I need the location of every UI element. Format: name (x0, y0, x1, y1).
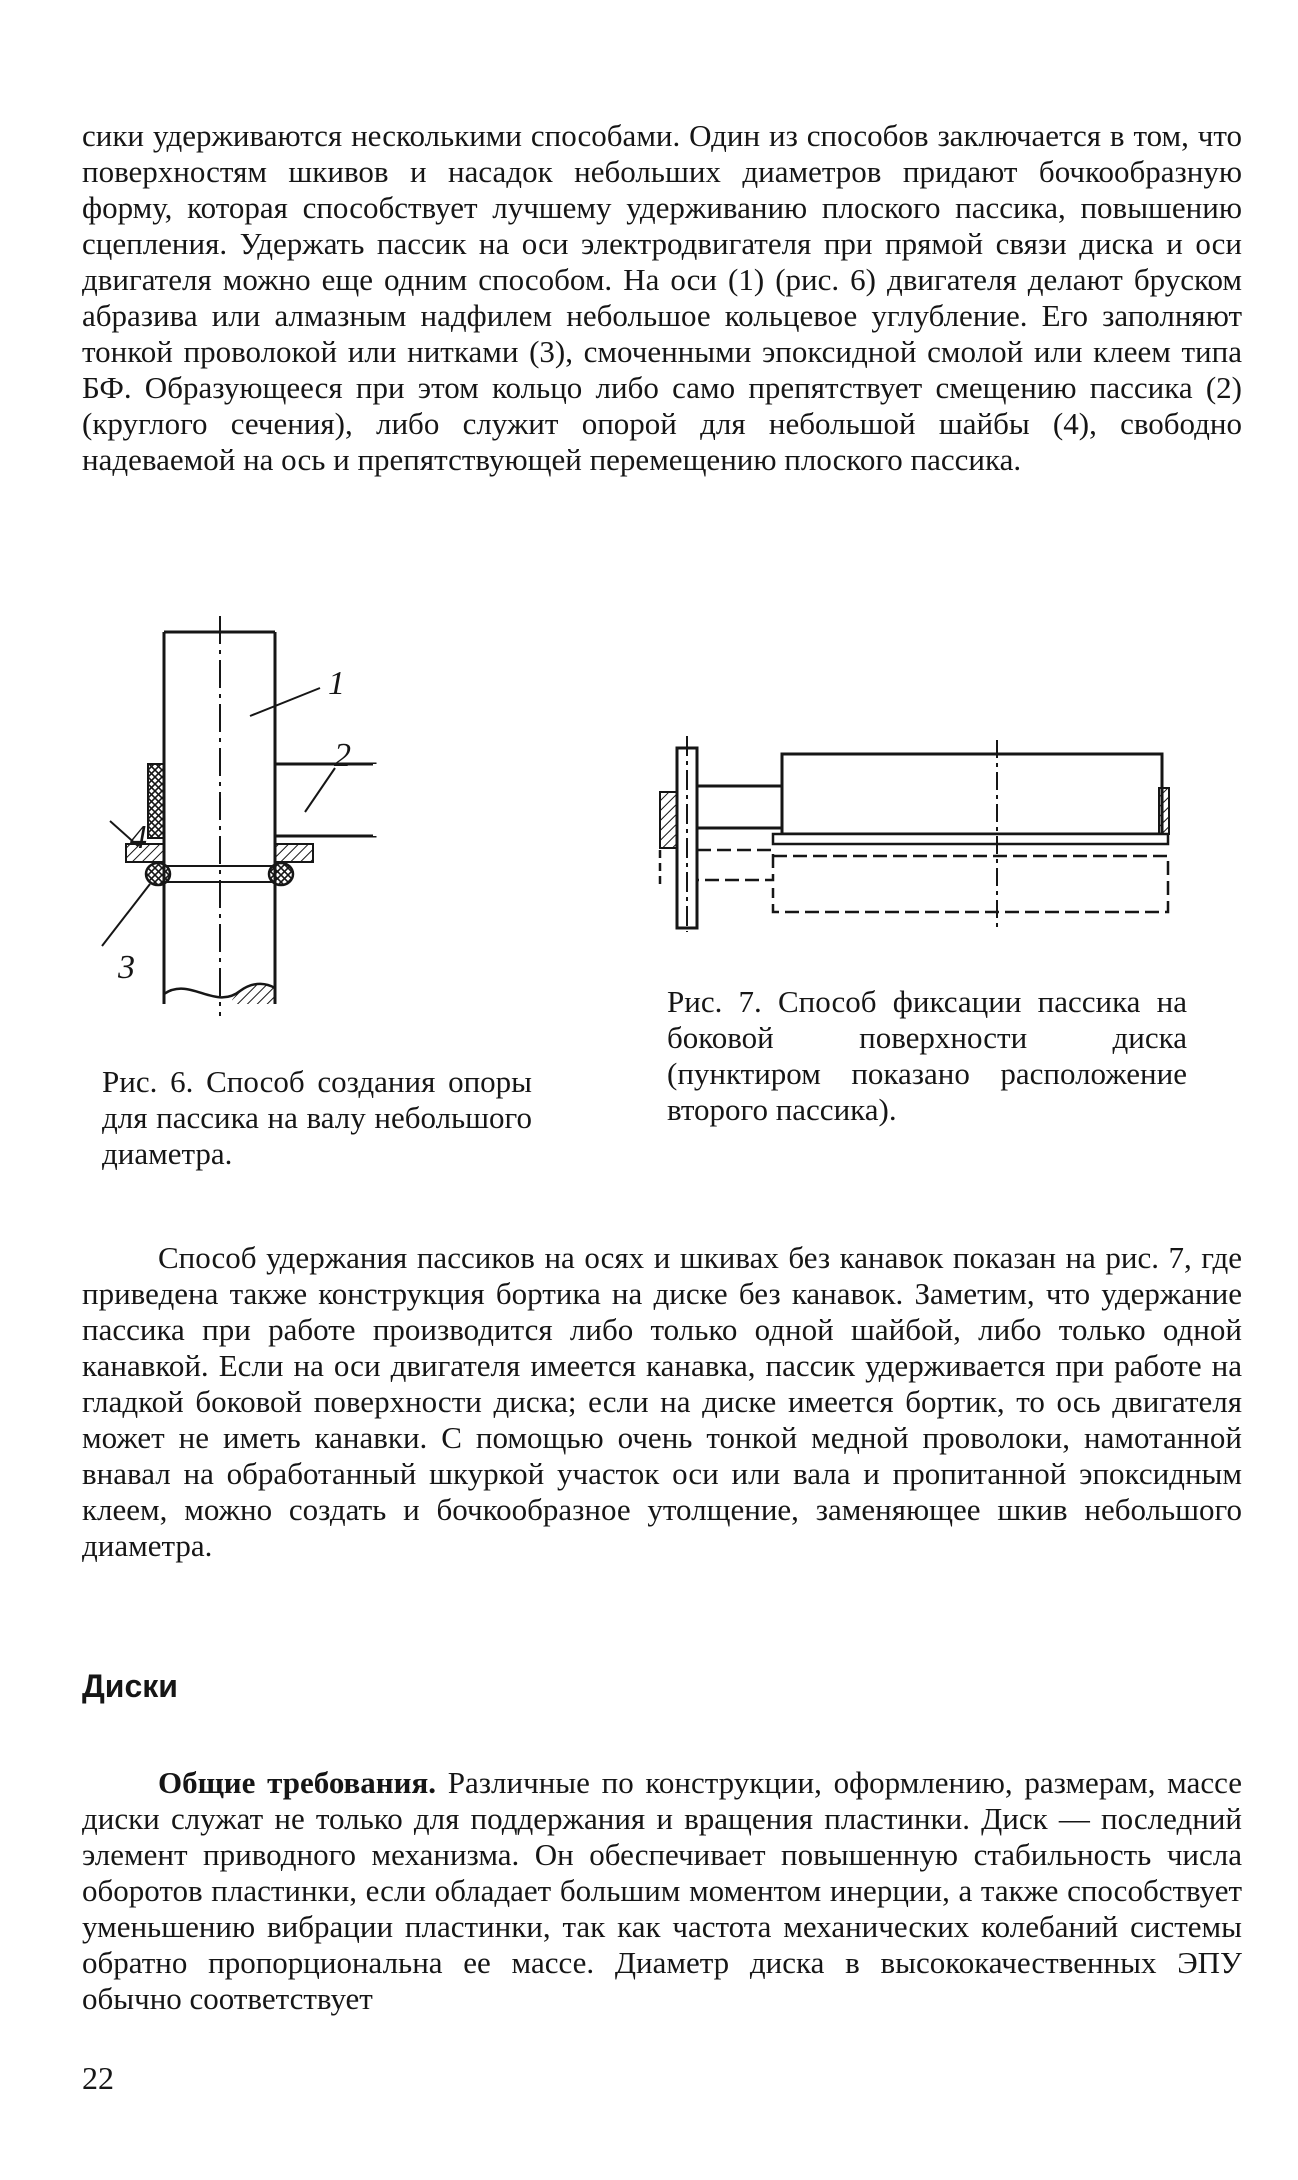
leader-1 (250, 688, 320, 716)
figure-6-svg (120, 616, 540, 1016)
paragraph-bottom-text: Различные по конструкции, оформлению, размерам, массе диски служат не только для поддержания и вращения пластинки. Диск — последний элемент приводного механизма. Он обеспечивает повышенную стабильность числа оборотов пластинки, если обладает большим моментом инерции, а также способствует уменьшению вибрации пластинки, так как частота механических колебаний системы обратно пропорциональна ее массе. Диаметр диска в высококачественных ЭПУ обычно соответствует (82, 1765, 1242, 2016)
figure-6-caption: Рис. 6. Способ создания опоры для пассика на валу небольшого диаметра. (102, 1064, 532, 1171)
belt-2-dashed (697, 850, 773, 880)
paragraph-bottom-lead: Общие требования. (158, 1765, 437, 1800)
belt-2 (275, 764, 375, 836)
label-1: 1 (328, 665, 345, 702)
paragraph-bottom (82, 1765, 1242, 2017)
disc-body (782, 754, 1162, 834)
figure-6-diagram (120, 616, 540, 1016)
section-heading: Диски (82, 1668, 178, 1704)
label-3: 3 (118, 949, 135, 986)
figure-6-left-labels (60, 800, 147, 1040)
label-2: 2 (334, 737, 351, 774)
figure-7-diagram (655, 736, 1205, 932)
page-number: 22 (82, 2060, 114, 2096)
disc-flange-right (1159, 788, 1169, 834)
figure-7-svg (655, 736, 1205, 932)
paragraph-top: сики удерживаются несколькими способами. Один из способов заключается в том, что поверхностям шкивов и насадок небольших диаметров придают бочкообразную форму, которая способствует лучшему удерживанию плоского пассика, повышению сцепления. Удержать пассик на оси электродвигателя при прямой связи диска и оси двигателя можно еще одним способом. На оси (1) (рис. 6) двигателя делают бруском абразива или алмазным надфилем небольшое кольцевое углубление. Его заполняют тонкой проволокой или нитками (3), смоченными эпоксидной смолой или клеем типа БФ. Образующееся при этом кольцо либо само препятствует смещению пассика (2) (круглого сечения), либо служит опорой для небольшой шайбы (4), свободно надеваемой на ось и препятствующей перемещению плоского пассика. (82, 118, 1242, 477)
belt-2-dashed-right (773, 856, 1168, 912)
hub (697, 786, 782, 828)
washer-4-right (275, 844, 313, 862)
flat-belt (148, 764, 164, 838)
shaft-break-hatch (232, 984, 275, 1004)
belt-1 (773, 834, 1168, 844)
paragraph-middle: Способ удержания пассиков на осях и шкивах без канавок показан на рис. 7, где приведена также конструкция бортика на диске без канавок. Заметим, что удержание пассика при работе производится либо только одной шайбой, либо только одной канавкой. Если на оси двигателя имеется канавка, пассик удерживается при работе на гладкой боковой поверхности диска; если на диске имеется бортик, то ось двигателя может не иметь канавки. С помощью очень тонкой медной проволоки, намотанной внавал на обработанный шкуркой участок оси или вала и пропитанной эпоксидным клеем, можно создать и бочкообразное утолщение, заменяющее шкив небольшого диаметра. (82, 1240, 1242, 1563)
label-4: 4 (130, 819, 147, 856)
figure-7-caption: Рис. 7. Способ фиксации пассика на боковой поверхности диска (пунктиром показано расположение второго пассика). (667, 984, 1187, 1127)
disc-rim-hatch (660, 792, 677, 848)
